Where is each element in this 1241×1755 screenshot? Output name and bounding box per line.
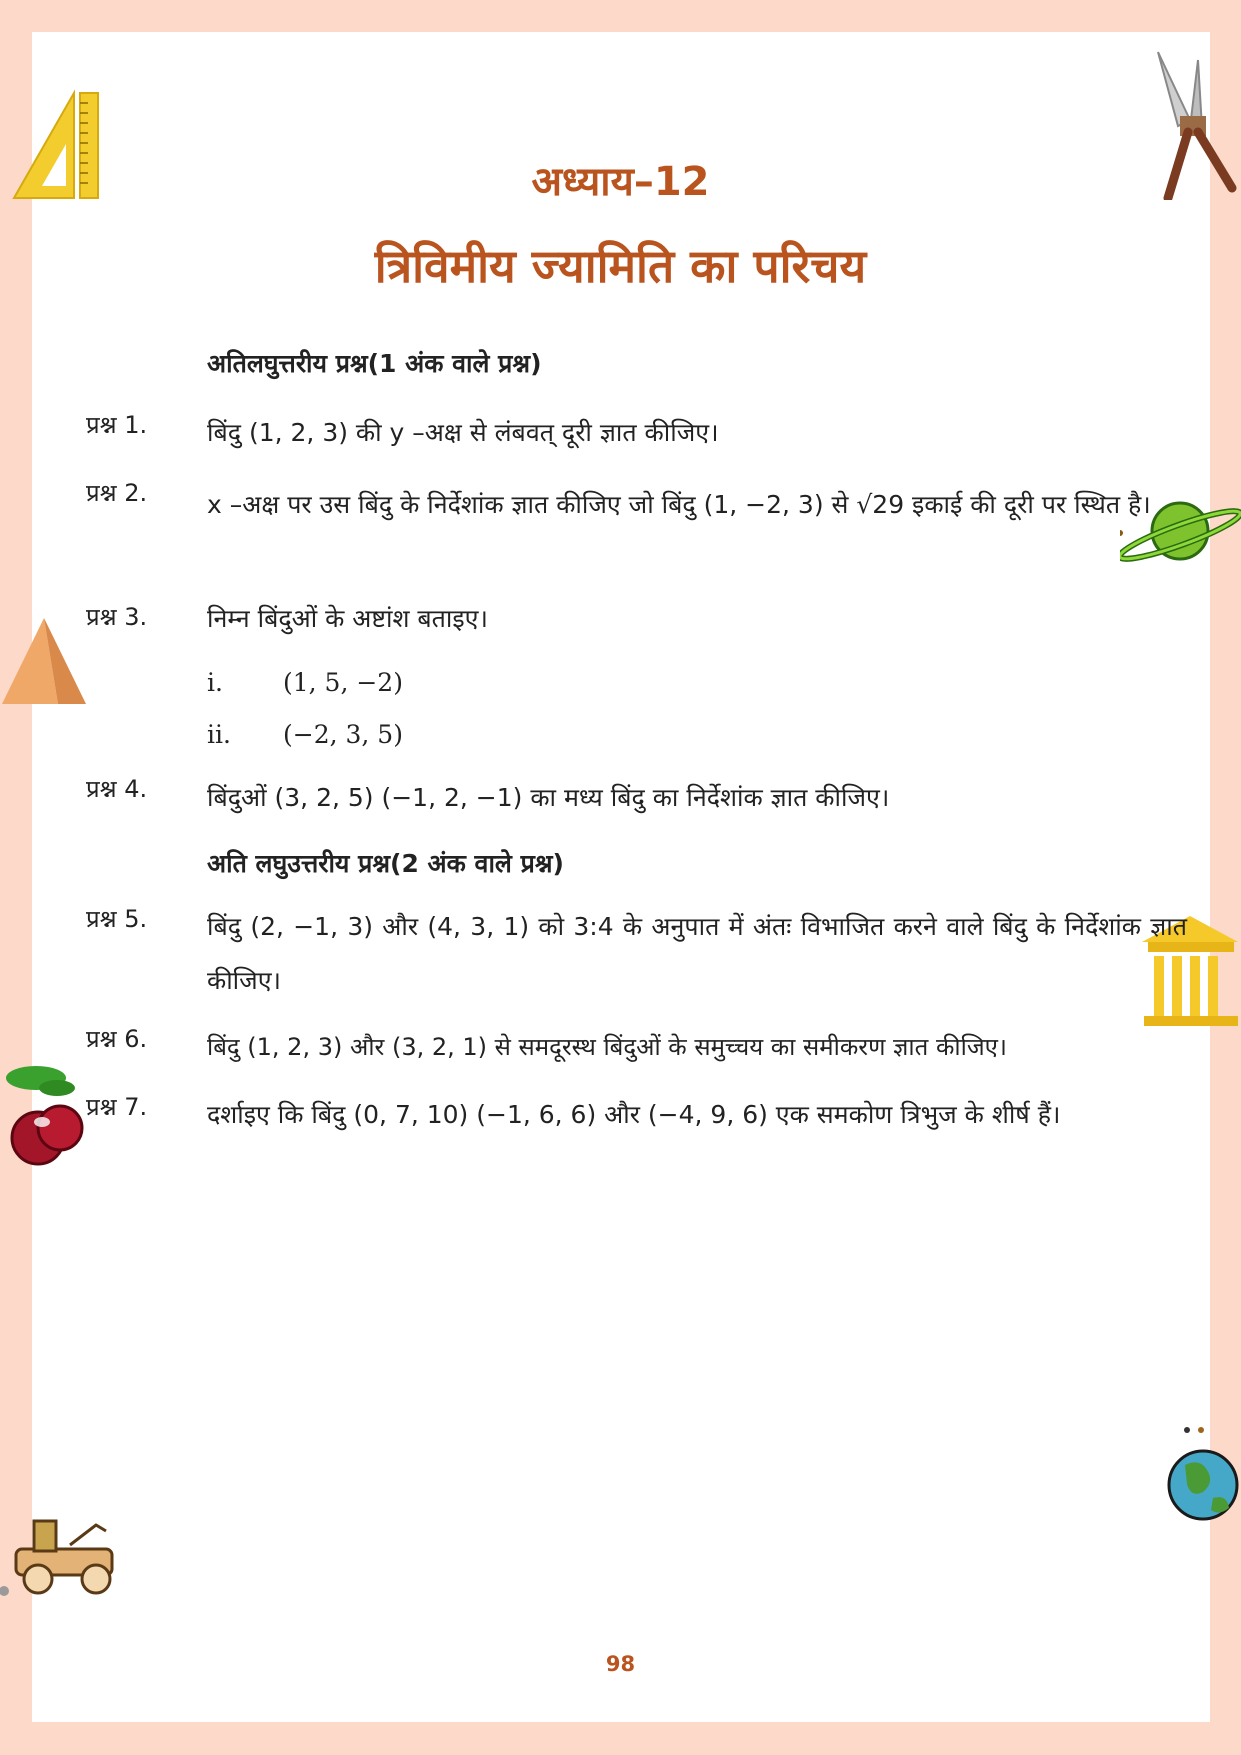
vintage-car-icon [0, 1505, 130, 1600]
sub-item-value: (−2, 3, 5) [283, 720, 403, 749]
section-heading-1-mark: अतिलघुत्तरीय प्रश्न(1 अंक वाले प्रश्न) [207, 349, 542, 378]
question-label: प्रश्न 1. [86, 411, 148, 439]
globe-icon [1165, 1420, 1241, 1530]
question-label: प्रश्न 6. [86, 1025, 148, 1053]
chapter-title: त्रिविमीय ज्यामिति का परिचय [374, 239, 867, 293]
section-heading-2-mark: अति लघुउत्तरीय प्रश्न(2 अंक वाले प्रश्न) [207, 849, 564, 878]
question-text: बिंदु (1, 2, 3) की y –अक्ष से लंबवत् दूरी ज्ञात कीजिए। [207, 418, 719, 447]
question-label: प्रश्न 4. [86, 775, 148, 803]
question-label: प्रश्न 7. [86, 1093, 148, 1121]
sub-item-number: ii. [207, 720, 231, 749]
sub-item-value: (1, 5, −2) [283, 668, 403, 697]
cherries-icon [2, 1060, 92, 1170]
chapter-number: अध्याय–12 [531, 159, 710, 205]
page-number: 98 [605, 1652, 636, 1676]
question-text: x –अक्ष पर उस बिंदु के निर्देशांक ज्ञात कीजिए जो बिंदु (1, −2, 3) से √29 इकाई की दूरी पर स्थित है। [207, 490, 1151, 519]
question-label: प्रश्न 3. [86, 603, 148, 631]
question-text: बिंदुओं (3, 2, 5) (−1, 2, −1) का मध्य बिंदु का निर्देशांक ज्ञात कीजिए। [207, 783, 890, 812]
question-label: प्रश्न 2. [86, 479, 148, 507]
question-text: दर्शाइए कि बिंदु (0, 7, 10) (−1, 6, 6) और (−4, 9, 6) एक समकोण त्रिभुज के शीर्ष हैं। [207, 1100, 1061, 1129]
question-label: प्रश्न 5. [86, 905, 148, 933]
sub-item [207, 668, 403, 697]
sub-item-number: i. [207, 668, 223, 697]
sub-item [207, 720, 403, 749]
pyramid-icon [0, 616, 90, 706]
question-text: बिंदु (1, 2, 3) और (3, 2, 1) से समदूरस्थ बिंदुओं के समुच्चय का समीकरण ज्ञात कीजिए। [207, 1033, 1007, 1061]
question-text: बिंदु (2, −1, 3) और (4, 3, 1) को 3:4 के अनुपात में अंतः विभाजित करने वाले बिंदु के निर्देशांक ज्ञात कीजिए। [207, 912, 1187, 995]
question-text: निम्न बिंदुओं के अष्टांश बताइए। [207, 604, 488, 633]
